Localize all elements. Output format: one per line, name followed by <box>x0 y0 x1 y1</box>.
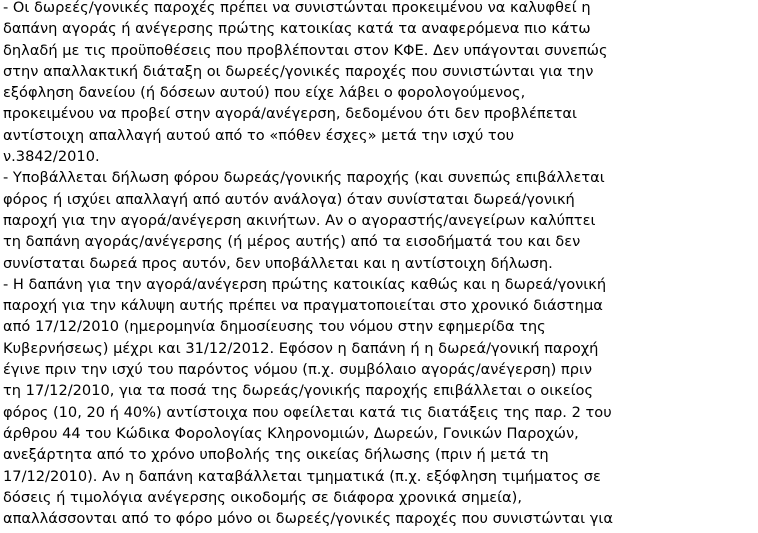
text-line: ανεξάρτητα από το χρόνο υποβολής της οικείας δήλωσης (πριν ή μετά τη <box>3 446 549 464</box>
text-line: δαπάνη αγοράς ή ανέγερσης πρώτης κατοικίας κατά τα αναφερόμενα πιο κάτω <box>3 20 591 38</box>
document-body <box>3 0 755 529</box>
text-line: δηλαδή με τις προϋποθέσεις που προβλέπονται στον ΚΦΕ. Δεν υπάγονται συνεπώς <box>3 41 608 59</box>
text-line: τη 17/12/2010, για τα ποσά της δωρεάς/γονικής παροχής επιβάλλεται ο οικείος <box>3 382 594 400</box>
text-line: - Υποβάλλεται δήλωση φόρου δωρεάς/γονικής παροχής (και συνεπώς επιβάλλεται <box>3 169 605 187</box>
text-line: - Η δαπάνη για την αγορά/ανέγερση πρώτης κατοικίας καθώς και η δωρεά/γονική <box>3 275 607 293</box>
text-line: δόσεις ή τιμολόγια ανέγερσης οικοδομής σε διάφορα χρονικά σημεία), <box>3 488 522 506</box>
text-line: τη δαπάνη αγοράς/ανέγερσης (ή μέρος αυτής) από τα εισοδήματά του και δεν <box>3 233 581 251</box>
text-line: έγινε πριν την ισχύ του παρόντος νόμου (π.χ. συμβόλαιο αγοράς/ανέγερση) πριν <box>3 361 593 379</box>
text-line: εξόφληση δανείου (ή δόσεων αυτού) που είχε λάβει ο φορολογούμενος, <box>3 84 526 102</box>
text-line: 17/12/2010). Αν η δαπάνη καταβάλλεται τμηματικά (π.χ. εξόφληση τιμήματος σε <box>3 467 601 485</box>
text-line: στην απαλλακτική διάταξη οι δωρεές/γονικές παροχές που συνιστώνται για την <box>3 62 594 80</box>
text-line: από 17/12/2010 (ημερομηνία δημοσίευσης του νόμου στην εφημερίδα της <box>3 318 546 336</box>
text-line: παροχή για την κάλυψη αυτής πρέπει να πραγματοποιείται στο χρονικό διάστημα <box>3 297 603 315</box>
text-line: προκειμένου να προβεί στην αγορά/ανέγερση, δεδομένου ότι δεν προβλέπεται <box>3 105 577 123</box>
text-line: παροχή για την αγορά/ανέγερση ακινήτων. Αν ο αγοραστής/ανεγείρων καλύπτει <box>3 211 596 229</box>
text-line: αντίστοιχη απαλλαγή αυτού από το «πόθεν έσχες» μετά την ισχύ του <box>3 126 515 144</box>
text-line: ν.3842/2010. <box>3 148 100 166</box>
text-line: απαλλάσσονται από το φόρο μόνο οι δωρεές/γονικές παροχές που συνιστώνται για <box>3 510 613 528</box>
text-line: συνίσταται δωρεά προς αυτόν, δεν υποβάλλεται και η αντίστοιχη δήλωση. <box>3 254 553 272</box>
text-line: φόρος (10, 20 ή 40%) αντίστοιχα που οφείλεται κατά τις διατάξεις της παρ. 2 του <box>3 403 612 421</box>
text-line: Κυβερνήσεως) μέχρι και 31/12/2012. Εφόσον η δαπάνη ή η δωρεά/γονική παροχή <box>3 339 599 357</box>
text-line: φόρος ή ισχύει απαλλαγή από αυτόν ανάλογα) όταν συνίσταται δωρεά/γονική <box>3 190 575 208</box>
text-line: - Οι δωρεές/γονικές παροχές πρέπει να συνιστώνται προκειμένου να καλυφθεί η <box>3 0 591 16</box>
text-line: άρθρου 44 του Κώδικα Φορολογίας Κληρονομιών, Δωρεών, Γονικών Παροχών, <box>3 424 579 442</box>
